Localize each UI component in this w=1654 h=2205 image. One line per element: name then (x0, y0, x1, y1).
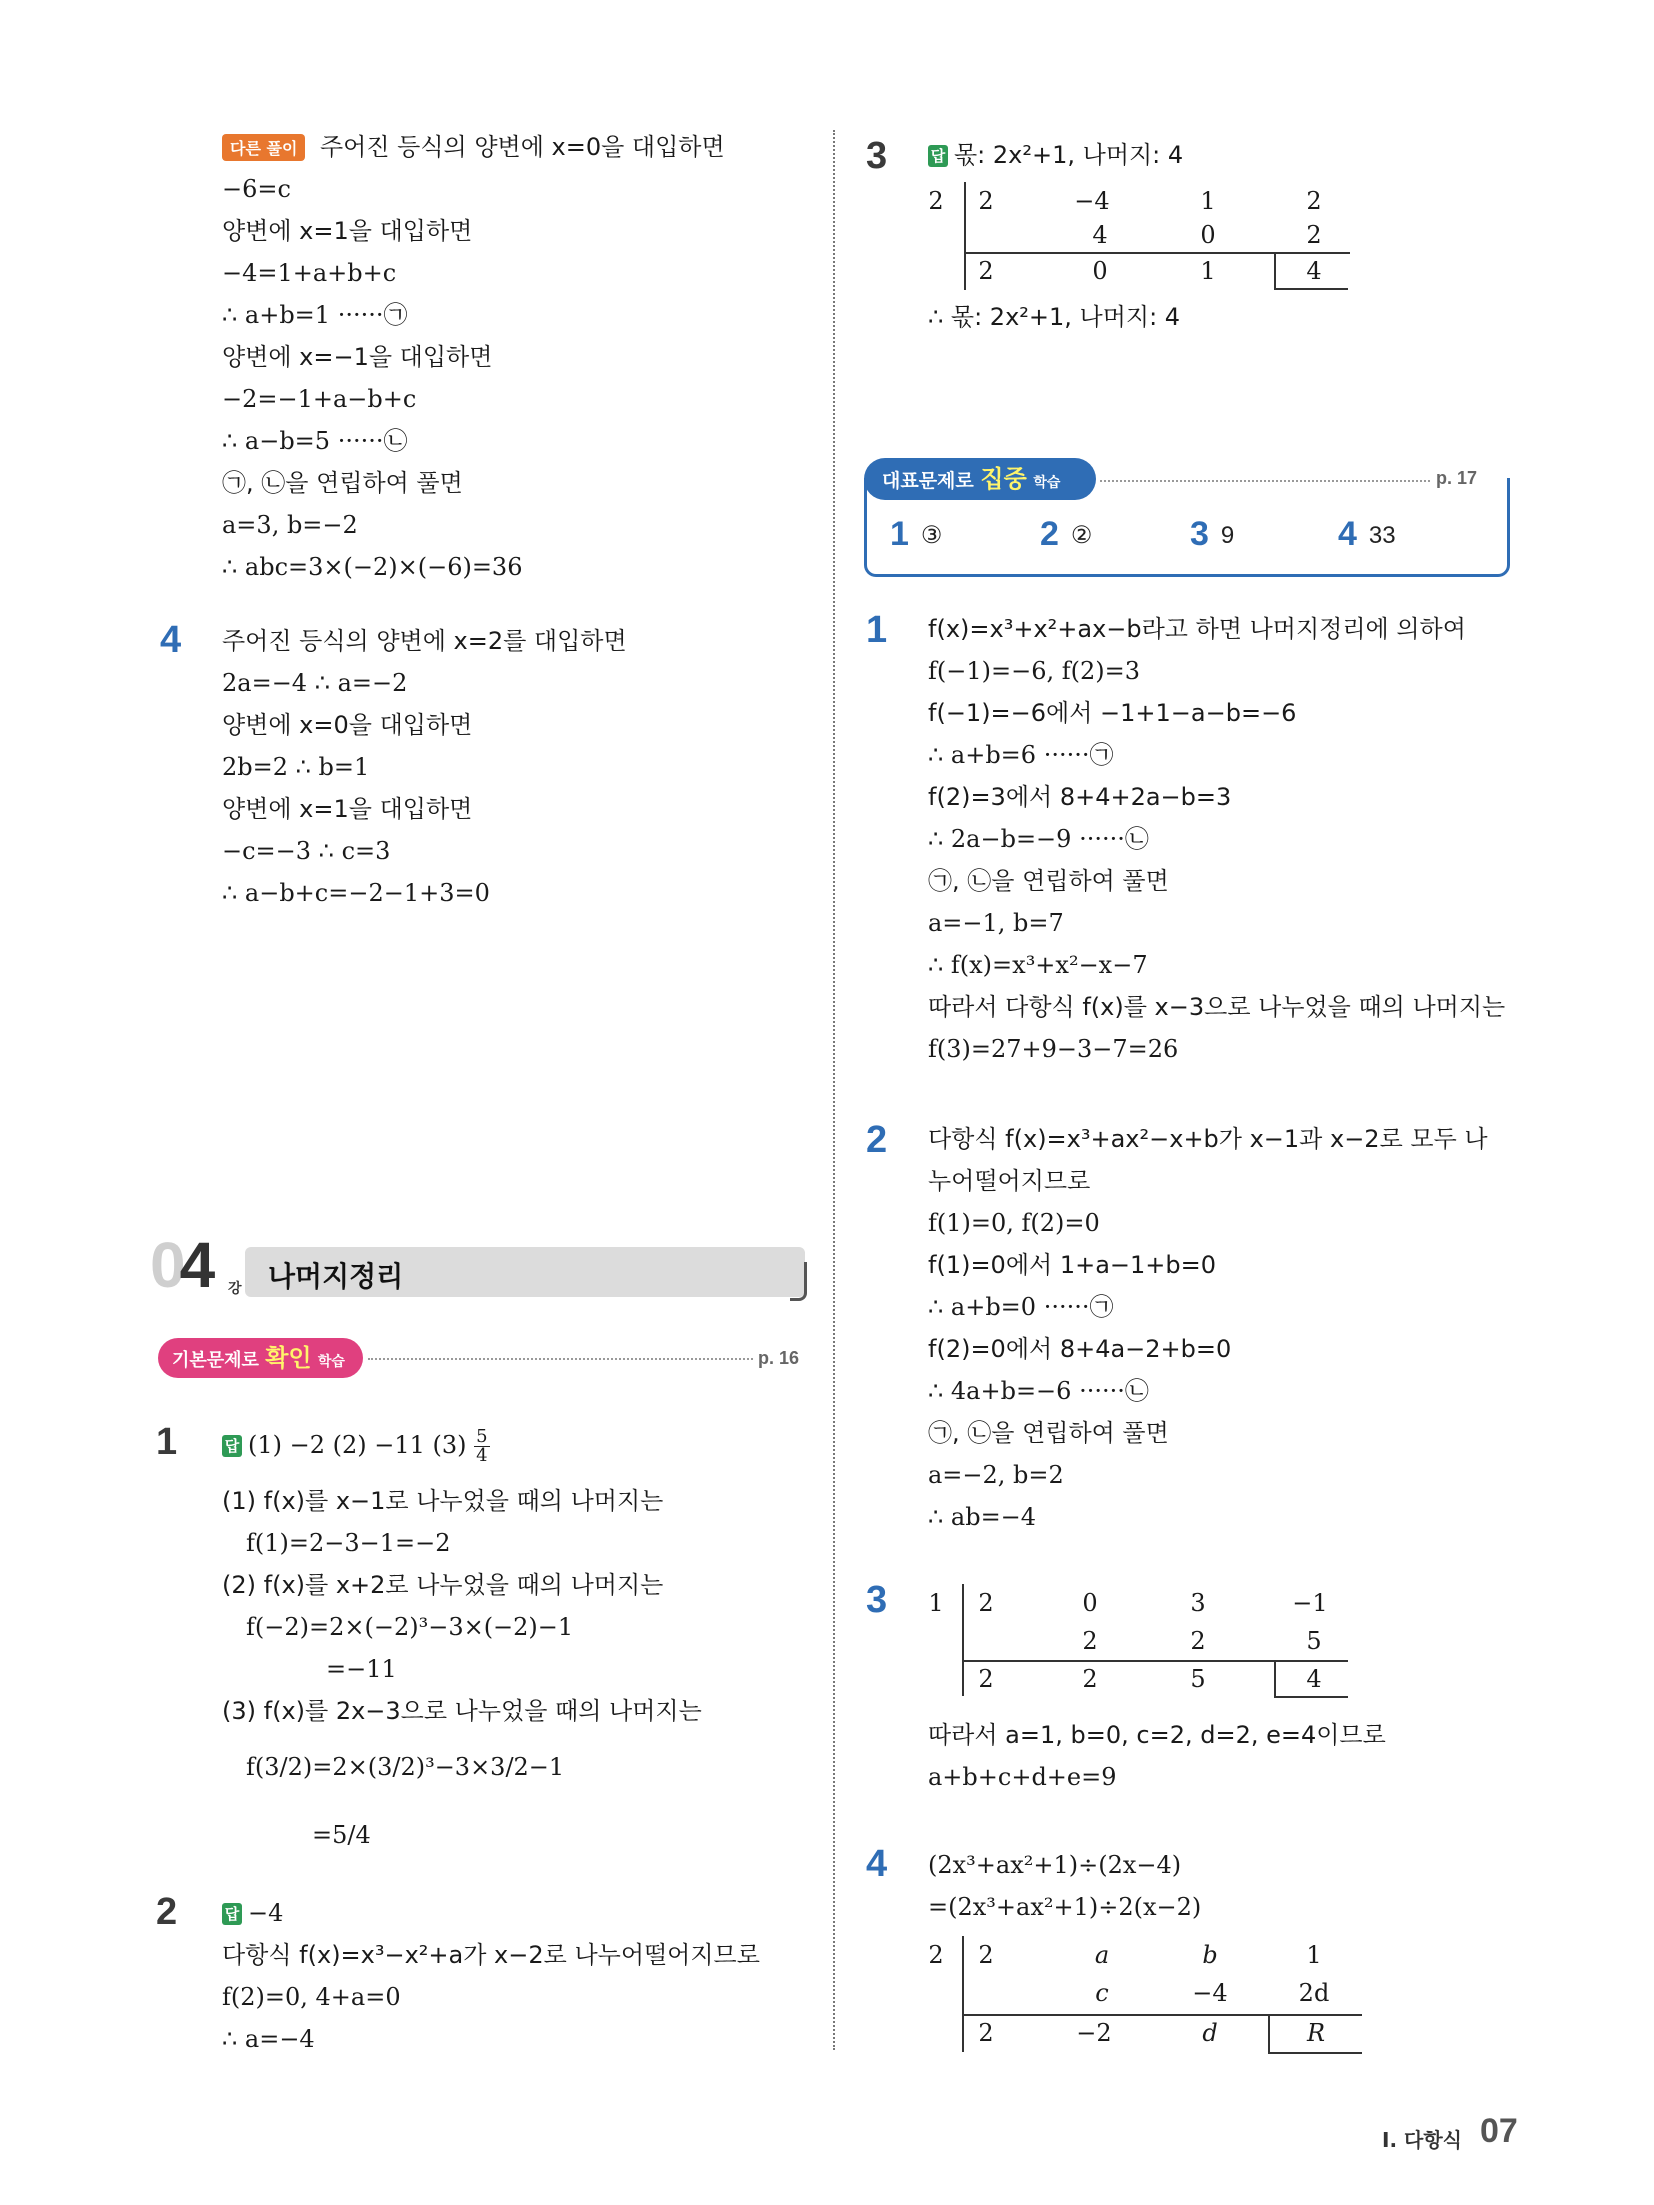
syn-cell: 4 (1092, 221, 1108, 249)
r2-line: a=−2, b=2 (928, 1461, 1064, 1489)
rep-answer-val: 33 (1368, 522, 1396, 549)
syn-cell: 1 (1200, 187, 1216, 215)
b2-line: 다항식 f(x)=x³−x²+a가 x−2로 나누어떨어지므로 (222, 1941, 760, 1969)
syn-cell: 2 (1306, 221, 1322, 249)
rep-answer-num: 3 (1190, 515, 1209, 553)
section-bar-edge (790, 1262, 807, 1301)
other-solution-badge: 다른 풀이 (222, 134, 305, 161)
basic-pill-tail: 학습 (317, 1354, 345, 1370)
rep-pill-accent: 집중 (980, 465, 1027, 493)
rep-answer-val: ③ (920, 522, 943, 549)
syn-cell: −4 (1192, 1979, 1228, 2007)
r2-line: 누어떨어지므로 (928, 1167, 1091, 1195)
rep-dotline (1100, 480, 1430, 482)
rep-answer-num: 1 (890, 515, 909, 553)
basic-page-ref: p. 16 (758, 1348, 800, 1368)
problem-number: 1 (156, 1421, 178, 1463)
syn-cell: 2 (1082, 1665, 1098, 1693)
alt-line: ∴ a−b=5 ······㉡ (222, 427, 408, 455)
syn-cell: 5 (1190, 1665, 1206, 1693)
syn-cell: b (1202, 1941, 1218, 1969)
syn-remainder-box (1274, 252, 1348, 290)
b1-line: f(−2)=2×(−2)³−3×(−2)−1 (246, 1613, 574, 1641)
section-number (150, 1228, 209, 1302)
answer-badge: 답 (928, 145, 948, 167)
footer-section: I. 다항식 (1382, 2128, 1462, 2152)
syn-cell: 2 (978, 1589, 994, 1617)
problem-number: 2 (156, 1891, 178, 1933)
syn-cell: 2 (1190, 1627, 1206, 1655)
r2-line: ∴ ab=−4 (928, 1503, 1037, 1531)
b2-line: f(2)=0, 4+a=0 (222, 1983, 401, 2011)
r4-line: =(2x³+ax²+1)÷2(x−2) (928, 1893, 1202, 1921)
syn-cell: −2 (1076, 2019, 1112, 2047)
syn-cell: 2 (1082, 1627, 1098, 1655)
problem-number: 3 (866, 135, 888, 177)
p4-line: 양변에 x=0을 대입하면 (222, 711, 473, 739)
b1-eq: =5/4 (312, 1821, 371, 1849)
syn-remainder: 4 (1306, 1665, 1322, 1693)
section-title: 나머지정리 (268, 1260, 404, 1293)
alt-line: −6=c (222, 175, 291, 203)
r3-line: a+b+c+d+e=9 (928, 1763, 1117, 1791)
b2-answer (222, 1898, 283, 1928)
column-divider (833, 130, 835, 2050)
p4-line: 양변에 x=1을 대입하면 (222, 795, 473, 823)
syn-divisor: 2 (928, 187, 944, 215)
r1-line: 따라서 다항식 f(x)를 x−3으로 나누었을 때의 나머지는 (928, 993, 1506, 1021)
basic-pill-accent: 확인 (265, 1344, 312, 1372)
r1-line: f(−1)=−6에서 −1+1−a−b=−6 (928, 699, 1297, 727)
syn-cell: 2 (978, 257, 994, 285)
p3-conclusion: ∴ 몫: 2x²+1, 나머지: 4 (928, 303, 1181, 331)
alt-line: −4=1+a+b+c (222, 259, 397, 287)
answer-badge: 답 (222, 1903, 242, 1925)
r2-line: ∴ 4a+b=−6 ······㉡ (928, 1377, 1149, 1405)
syn-cell: 0 (1082, 1589, 1098, 1617)
syn-cell: a (1094, 1941, 1110, 1969)
r1-line: f(−1)=−6, f(2)=3 (928, 657, 1140, 685)
r4-line: (2x³+ax²+1)÷(2x−4) (928, 1851, 1182, 1879)
frac-den: 4 (476, 1445, 488, 1466)
r2-line: f(2)=0에서 8+4a−2+b=0 (928, 1335, 1232, 1363)
frac-num: 5 (476, 1426, 488, 1447)
footer-page-number: 07 (1480, 2112, 1518, 2150)
problem-number: 2 (866, 1119, 888, 1161)
p3-answer-text: 몫: 2x²+1, 나머지: 4 (954, 141, 1184, 169)
syn-remainder: R (1306, 2019, 1326, 2047)
r1-line: f(3)=27+9−3−7=26 (928, 1035, 1179, 1063)
r2-line: f(1)=0, f(2)=0 (928, 1209, 1100, 1237)
alt-line: 주어진 등식의 양변에 x=0을 대입하면 (320, 133, 725, 161)
b1-line: f(1)=2−3−1=−2 (246, 1529, 451, 1557)
basic-dotline (368, 1358, 753, 1360)
r2-line: 다항식 f(x)=x³+ax²−x+b가 x−1과 x−2로 모두 나 (928, 1125, 1488, 1153)
p4-line: 주어진 등식의 양변에 x=2를 대입하면 (222, 627, 627, 655)
rep-problems-pill (864, 458, 1096, 500)
syn-cell: 2d (1298, 1979, 1330, 2007)
rep-answer-val: ② (1070, 522, 1093, 549)
syn-cell: −1 (1292, 1589, 1328, 1617)
alt-line: 양변에 x=−1을 대입하면 (222, 343, 493, 371)
b1-line: (3) f(x)를 2x−3으로 나누었을 때의 나머지는 (222, 1697, 702, 1725)
b1-answer-text: (1) −2 (2) −11 (3) (248, 1431, 467, 1459)
b2-answer-text: −4 (248, 1899, 284, 1927)
rep-answer-num: 4 (1338, 515, 1357, 553)
b1-answer-frac (474, 1428, 489, 1465)
b1-answer (222, 1428, 490, 1465)
problem-number: 3 (866, 1579, 888, 1621)
p3-answer (928, 140, 1183, 170)
answer-badge: 답 (222, 1435, 242, 1457)
r1-line: ∴ a+b=6 ······㉠ (928, 741, 1114, 769)
syn-cell: 1 (1200, 257, 1216, 285)
b2-line: ∴ a=−4 (222, 2025, 315, 2053)
section-number-text: 04 (150, 1229, 210, 1301)
r1-line: ∴ 2a−b=−9 ······㉡ (928, 825, 1149, 853)
rep-pill-label: 대표문제로 (882, 470, 974, 492)
r3-line: 따라서 a=1, b=0, c=2, d=2, e=4이므로 (928, 1721, 1386, 1749)
p4-line: 2b=2 ∴ b=1 (222, 753, 370, 781)
syn-divisor: 2 (928, 1941, 944, 1969)
rep-pill-tail: 학습 (1033, 475, 1061, 491)
rep-answer-item (1040, 516, 1092, 554)
p4-line: ∴ a−b+c=−2−1+3=0 (222, 879, 490, 907)
rep-answer-item (1338, 516, 1396, 554)
syn-cell: c (1095, 1979, 1109, 2007)
r1-line: f(x)=x³+x²+ax−b라고 하면 나머지정리에 의하여 (928, 615, 1466, 643)
alt-line: ㉠, ㉡을 연립하여 풀면 (222, 469, 463, 497)
syn-cell: 2 (978, 2019, 994, 2047)
syn-cell: 2 (978, 1665, 994, 1693)
rep-page-ref: p. 17 (1436, 468, 1478, 488)
p4-line: 2a=−4 ∴ a=−2 (222, 669, 408, 697)
syn-remainder-box (1274, 1660, 1348, 1698)
b1-line: =−11 (326, 1655, 397, 1683)
syn-divisor: 1 (928, 1589, 944, 1617)
alt-line: 양변에 x=1을 대입하면 (222, 217, 473, 245)
syn-cell: 2 (978, 187, 994, 215)
basic-problems-pill (158, 1338, 363, 1378)
r1-line: a=−1, b=7 (928, 909, 1064, 937)
alt-line: a=3, b=−2 (222, 511, 358, 539)
basic-pill-label: 기본문제로 (172, 1350, 259, 1371)
syn-cell: 2 (1306, 187, 1322, 215)
syn-cell: 0 (1200, 221, 1216, 249)
r2-line: ㉠, ㉡을 연립하여 풀면 (928, 1419, 1169, 1447)
syn-cell: −4 (1074, 187, 1110, 215)
r2-line: ∴ a+b=0 ······㉠ (928, 1293, 1114, 1321)
rep-answer-item (890, 516, 942, 554)
b1-line: (1) f(x)를 x−1로 나누었을 때의 나머지는 (222, 1487, 664, 1515)
syn-cell: 0 (1092, 257, 1108, 285)
rep-answer-num: 2 (1040, 515, 1059, 553)
rep-answer-val: 9 (1220, 522, 1235, 549)
problem-number: 4 (160, 619, 182, 661)
problem-number: 1 (866, 609, 888, 651)
alt-line: −2=−1+a−b+c (222, 385, 417, 413)
syn-cell: 5 (1306, 1627, 1322, 1655)
section-suffix: 강 (228, 1281, 242, 1297)
p4-line: −c=−3 ∴ c=3 (222, 837, 391, 865)
syn-cell: 1 (1306, 1941, 1322, 1969)
r1-line: ∴ f(x)=x³+x²−x−7 (928, 951, 1148, 979)
alt-line: ∴ abc=3×(−2)×(−6)=36 (222, 553, 523, 581)
syn-cell: d (1202, 2019, 1218, 2047)
r1-line: f(2)=3에서 8+4+2a−b=3 (928, 783, 1232, 811)
r1-line: ㉠, ㉡을 연립하여 풀면 (928, 867, 1169, 895)
syn-remainder-box (1268, 2014, 1362, 2054)
r2-line: f(1)=0에서 1+a−1+b=0 (928, 1251, 1217, 1279)
rep-answer-item (1190, 516, 1234, 554)
b1-line: (2) f(x)를 x+2로 나누었을 때의 나머지는 (222, 1571, 664, 1599)
syn-cell: 3 (1190, 1589, 1206, 1617)
syn-remainder: 4 (1306, 257, 1322, 285)
syn-cell: 2 (978, 1941, 994, 1969)
b1-eq: f(3/2)=2×(3/2)³−3×3/2−1 (246, 1753, 565, 1781)
problem-number: 4 (866, 1843, 888, 1885)
alt-line: ∴ a+b=1 ······㉠ (222, 301, 408, 329)
